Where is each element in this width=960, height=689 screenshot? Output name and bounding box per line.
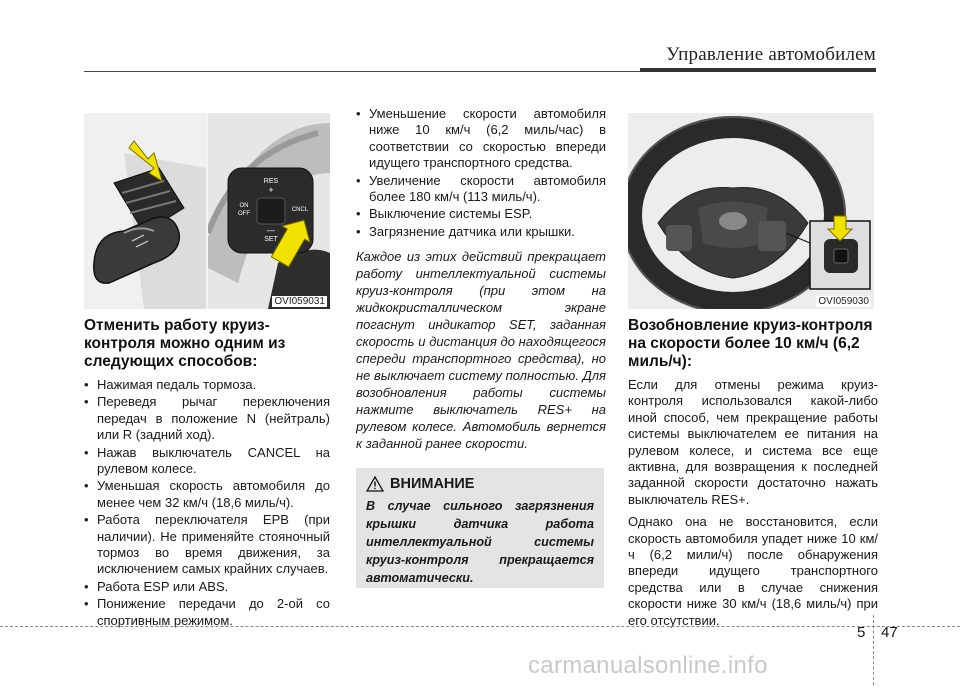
list-item: • Загрязнение датчика или крышки.: [356, 224, 606, 240]
on-label: ON: [239, 203, 249, 209]
off-label: OFF: [238, 211, 250, 217]
minus-label: —: [267, 226, 275, 235]
list-item: • Уменьшение скорости автомобиля ниже 10 км/ч (6,2 миль/час) в соответствии со скоростью впереди идущего транспортного средства.: [356, 106, 606, 172]
list-item: • Переведя рычаг переключения передач в положение N (нейтраль) или R (задний ход).: [84, 394, 330, 443]
figure-steering-wheel: [628, 113, 874, 309]
list-item: • Нажав выключатель CANCEL на рулевом колесе.: [84, 445, 330, 478]
brake-pedal-photo: [84, 113, 206, 309]
column-left: [84, 113, 330, 630]
list-item: • Выключение системы ESP.: [356, 206, 606, 222]
cncl-label: CNCL: [291, 207, 309, 213]
figure-code: OVI059031: [274, 296, 325, 307]
figure-pedal-and-cancel-switch: [84, 113, 330, 309]
page-number: 47: [881, 624, 898, 641]
body-paragraph: Если для отмены режима круиз-контроля использовался какой-либо иной способ, чем прекращение работы системы выключателем ее питания на рулевом колесе, и система все еще активна, для возвращения к последней заданной скорости достаточно нажать выключатель RES+.: [628, 377, 878, 507]
steering-wheel-photo: [628, 113, 874, 309]
warning-triangle-icon: [366, 476, 384, 492]
header-bar: [640, 68, 876, 72]
body-paragraph: Однако она не восстановится, если скорость автомобиля упадет ниже 10 км/ч (6,2 мили/ч) после обнаружения впереди идущего транспортного средства или в случае снижения скорости ниже 30 км/ч (18,6 миль/ч) при его отсутствии.: [628, 514, 878, 628]
list-item: • Работа переключателя EPB (при наличии). Не применяйте стояночный тормоз во время движения, за исключением самых крайних случаев.: [84, 512, 330, 578]
list-item: • Работа ESP или ABS.: [84, 579, 330, 595]
figure-code: OVI059030: [818, 296, 869, 307]
column-middle: [356, 106, 606, 588]
running-header: Управление автомобилем: [666, 44, 876, 65]
cancel-methods-list: [84, 377, 330, 629]
column-right: [628, 113, 878, 629]
steering-switch-photo: [208, 113, 330, 309]
list-item: • Нажимая педаль тормоза.: [84, 377, 330, 393]
cancel-heading: Отменить работу круиз-контроля можно одним из следующих способов:: [84, 317, 286, 370]
page-number-separator: [873, 615, 874, 685]
warning-header: [366, 476, 594, 492]
res-label: RES: [263, 178, 279, 185]
footer-rule: [0, 626, 960, 627]
set-label: SET: [264, 236, 278, 243]
plus-label: +: [268, 185, 274, 195]
watermark: carmanualsonline.info: [528, 652, 768, 679]
warning-box: [356, 468, 604, 588]
list-item: • Уменьшая скорость автомобиля до менее чем 32 км/ч (18,6 миль/ч).: [84, 478, 330, 511]
list-item: • Увеличение скорости автомобиля более 180 км/ч (113 миль/ч).: [356, 173, 606, 206]
section-number: 5: [857, 624, 866, 641]
cancel-methods-list-continued: [356, 106, 606, 240]
list-item: • Понижение передачи до 2-ой со спортивным режимом.: [84, 596, 330, 629]
resume-heading: Возобновление круиз-контроля на скорости более 10 км/ч (6,2 миль/ч):: [628, 317, 873, 370]
warning-text: В случае сильного загрязнения крышки датчика работа интеллектуальной системы круиз-контроля прекращается автоматически.: [366, 499, 594, 586]
warning-title: ВНИМАНИЕ: [390, 476, 475, 493]
italic-note: Каждое из этих действий прекращает работу интеллектуальной системы круиз-контроля (при этом на жидкокристаллическом экране погаснут индикатор SET, заданная скорость и дистанция до находящегося спереди транспортного средства), но не выключает систему полностью. Для возобновления работы системы нажмите выключатель RES+ на рулевом колесе. Автомобиль вернется к заданной ранее скорости.: [356, 249, 606, 452]
